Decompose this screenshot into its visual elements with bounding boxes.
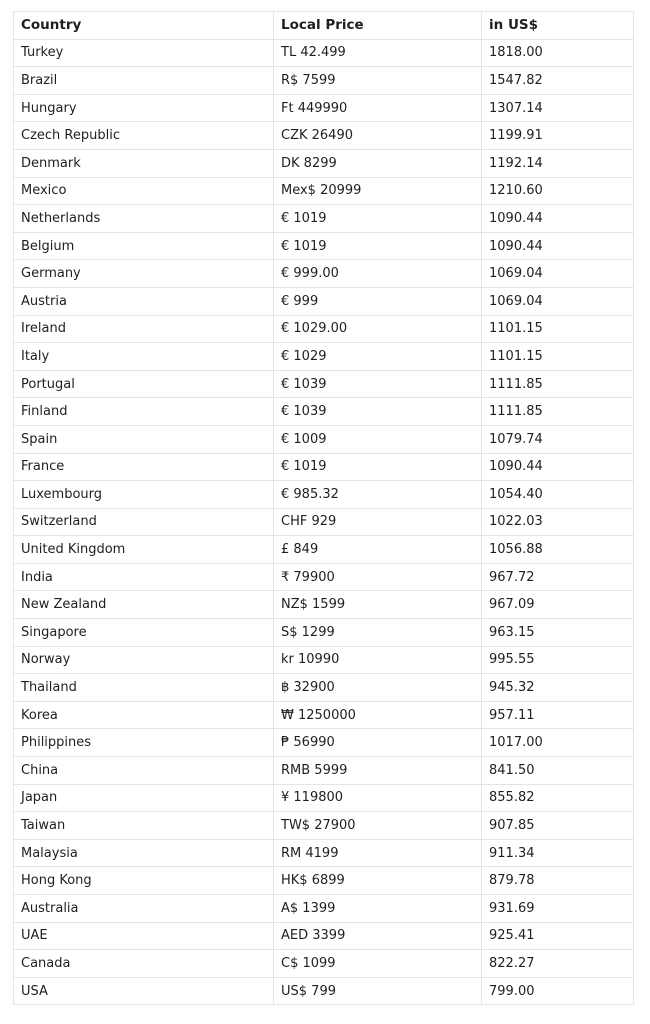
- usd-price-cell: 931.69: [482, 895, 634, 923]
- table-row: [14, 867, 634, 895]
- table-body: [14, 39, 634, 1005]
- local-price-cell: € 999: [274, 287, 482, 315]
- local-price-cell: € 999.00: [274, 260, 482, 288]
- usd-price-cell: 1111.85: [482, 370, 634, 398]
- header-local-price: Local Price: [274, 12, 482, 40]
- country-cell: Philippines: [14, 729, 274, 757]
- country-cell: Singapore: [14, 619, 274, 647]
- country-cell: Austria: [14, 287, 274, 315]
- table-row: [14, 94, 634, 122]
- local-price-cell: C$ 1099: [274, 950, 482, 978]
- local-price-cell: € 985.32: [274, 481, 482, 509]
- table-row: [14, 315, 634, 343]
- country-cell: Japan: [14, 784, 274, 812]
- local-price-cell: € 1019: [274, 205, 482, 233]
- local-price-cell: DK 8299: [274, 149, 482, 177]
- country-cell: United Kingdom: [14, 536, 274, 564]
- table-row: [14, 729, 634, 757]
- country-cell: Thailand: [14, 674, 274, 702]
- local-price-cell: € 1019: [274, 232, 482, 260]
- country-cell: Mexico: [14, 177, 274, 205]
- country-cell: Korea: [14, 701, 274, 729]
- local-price-cell: NZ$ 1599: [274, 591, 482, 619]
- usd-price-cell: 879.78: [482, 867, 634, 895]
- country-cell: Australia: [14, 895, 274, 923]
- local-price-cell: € 1009: [274, 425, 482, 453]
- local-price-cell: ₱ 56990: [274, 729, 482, 757]
- local-price-cell: kr 10990: [274, 646, 482, 674]
- usd-price-cell: 1090.44: [482, 232, 634, 260]
- table-row: [14, 343, 634, 371]
- usd-price-cell: 963.15: [482, 619, 634, 647]
- usd-price-cell: 1090.44: [482, 205, 634, 233]
- usd-price-cell: 1101.15: [482, 343, 634, 371]
- table-row: [14, 481, 634, 509]
- usd-price-cell: 967.72: [482, 563, 634, 591]
- country-cell: Spain: [14, 425, 274, 453]
- usd-price-cell: 1199.91: [482, 122, 634, 150]
- country-cell: Switzerland: [14, 508, 274, 536]
- local-price-cell: US$ 799: [274, 977, 482, 1005]
- local-price-cell: € 1029.00: [274, 315, 482, 343]
- usd-price-cell: 1079.74: [482, 425, 634, 453]
- usd-price-cell: 1056.88: [482, 536, 634, 564]
- country-cell: USA: [14, 977, 274, 1005]
- usd-price-cell: 925.41: [482, 922, 634, 950]
- local-price-cell: HK$ 6899: [274, 867, 482, 895]
- country-cell: China: [14, 757, 274, 785]
- country-cell: New Zealand: [14, 591, 274, 619]
- table-row: [14, 757, 634, 785]
- usd-price-cell: 1017.00: [482, 729, 634, 757]
- usd-price-cell: 1101.15: [482, 315, 634, 343]
- local-price-cell: CHF 929: [274, 508, 482, 536]
- table-row: [14, 205, 634, 233]
- country-cell: Italy: [14, 343, 274, 371]
- local-price-cell: TW$ 27900: [274, 812, 482, 840]
- table-row: [14, 674, 634, 702]
- table-row: [14, 536, 634, 564]
- country-cell: Norway: [14, 646, 274, 674]
- country-cell: Brazil: [14, 67, 274, 95]
- table-row: [14, 922, 634, 950]
- table-row: [14, 260, 634, 288]
- local-price-cell: RM 4199: [274, 839, 482, 867]
- usd-price-cell: 911.34: [482, 839, 634, 867]
- local-price-cell: R$ 7599: [274, 67, 482, 95]
- country-cell: Belgium: [14, 232, 274, 260]
- table-row: [14, 425, 634, 453]
- country-cell: Turkey: [14, 39, 274, 67]
- country-cell: Ireland: [14, 315, 274, 343]
- table-header-row: [14, 12, 634, 40]
- usd-price-cell: 1069.04: [482, 260, 634, 288]
- header-country: Country: [14, 12, 274, 40]
- local-price-cell: Ft 449990: [274, 94, 482, 122]
- local-price-cell: CZK 26490: [274, 122, 482, 150]
- local-price-cell: RMB 5999: [274, 757, 482, 785]
- header-usd-price: in US$: [482, 12, 634, 40]
- table-row: [14, 149, 634, 177]
- usd-price-cell: 1818.00: [482, 39, 634, 67]
- table-row: [14, 177, 634, 205]
- table-row: [14, 508, 634, 536]
- country-cell: Taiwan: [14, 812, 274, 840]
- usd-price-cell: 1192.14: [482, 149, 634, 177]
- local-price-cell: € 1019: [274, 453, 482, 481]
- table-row: [14, 895, 634, 923]
- table-row: [14, 839, 634, 867]
- table-row: [14, 453, 634, 481]
- table-row: [14, 950, 634, 978]
- country-cell: Hungary: [14, 94, 274, 122]
- table-row: [14, 67, 634, 95]
- local-price-cell: A$ 1399: [274, 895, 482, 923]
- usd-price-cell: 907.85: [482, 812, 634, 840]
- usd-price-cell: 1022.03: [482, 508, 634, 536]
- table-row: [14, 39, 634, 67]
- local-price-cell: TL 42.499: [274, 39, 482, 67]
- usd-price-cell: 995.55: [482, 646, 634, 674]
- usd-price-cell: 822.27: [482, 950, 634, 978]
- local-price-cell: ¥ 119800: [274, 784, 482, 812]
- country-cell: France: [14, 453, 274, 481]
- country-cell: Hong Kong: [14, 867, 274, 895]
- usd-price-cell: 799.00: [482, 977, 634, 1005]
- country-cell: Canada: [14, 950, 274, 978]
- usd-price-cell: 945.32: [482, 674, 634, 702]
- country-cell: Netherlands: [14, 205, 274, 233]
- country-cell: Germany: [14, 260, 274, 288]
- local-price-cell: € 1039: [274, 398, 482, 426]
- price-comparison-table: [13, 11, 634, 1005]
- table-row: [14, 398, 634, 426]
- country-cell: Denmark: [14, 149, 274, 177]
- table-row: [14, 619, 634, 647]
- usd-price-cell: 1547.82: [482, 67, 634, 95]
- country-cell: Czech Republic: [14, 122, 274, 150]
- usd-price-cell: 967.09: [482, 591, 634, 619]
- local-price-cell: ₹ 79900: [274, 563, 482, 591]
- usd-price-cell: 855.82: [482, 784, 634, 812]
- country-cell: Finland: [14, 398, 274, 426]
- local-price-cell: Mex$ 20999: [274, 177, 482, 205]
- country-cell: Luxembourg: [14, 481, 274, 509]
- table-row: [14, 701, 634, 729]
- usd-price-cell: 1307.14: [482, 94, 634, 122]
- usd-price-cell: 1054.40: [482, 481, 634, 509]
- usd-price-cell: 841.50: [482, 757, 634, 785]
- local-price-cell: ₩ 1250000: [274, 701, 482, 729]
- table-row: [14, 646, 634, 674]
- local-price-cell: ฿ 32900: [274, 674, 482, 702]
- usd-price-cell: 1111.85: [482, 398, 634, 426]
- table-row: [14, 370, 634, 398]
- table-row: [14, 232, 634, 260]
- local-price-cell: € 1029: [274, 343, 482, 371]
- table-row: [14, 591, 634, 619]
- usd-price-cell: 957.11: [482, 701, 634, 729]
- country-cell: India: [14, 563, 274, 591]
- country-cell: UAE: [14, 922, 274, 950]
- local-price-cell: € 1039: [274, 370, 482, 398]
- local-price-cell: S$ 1299: [274, 619, 482, 647]
- country-cell: Portugal: [14, 370, 274, 398]
- local-price-cell: AED 3399: [274, 922, 482, 950]
- table-row: [14, 784, 634, 812]
- table-row: [14, 122, 634, 150]
- usd-price-cell: 1069.04: [482, 287, 634, 315]
- table-row: [14, 563, 634, 591]
- usd-price-cell: 1210.60: [482, 177, 634, 205]
- table-row: [14, 287, 634, 315]
- table-row: [14, 977, 634, 1005]
- table-row: [14, 812, 634, 840]
- local-price-cell: £ 849: [274, 536, 482, 564]
- country-cell: Malaysia: [14, 839, 274, 867]
- usd-price-cell: 1090.44: [482, 453, 634, 481]
